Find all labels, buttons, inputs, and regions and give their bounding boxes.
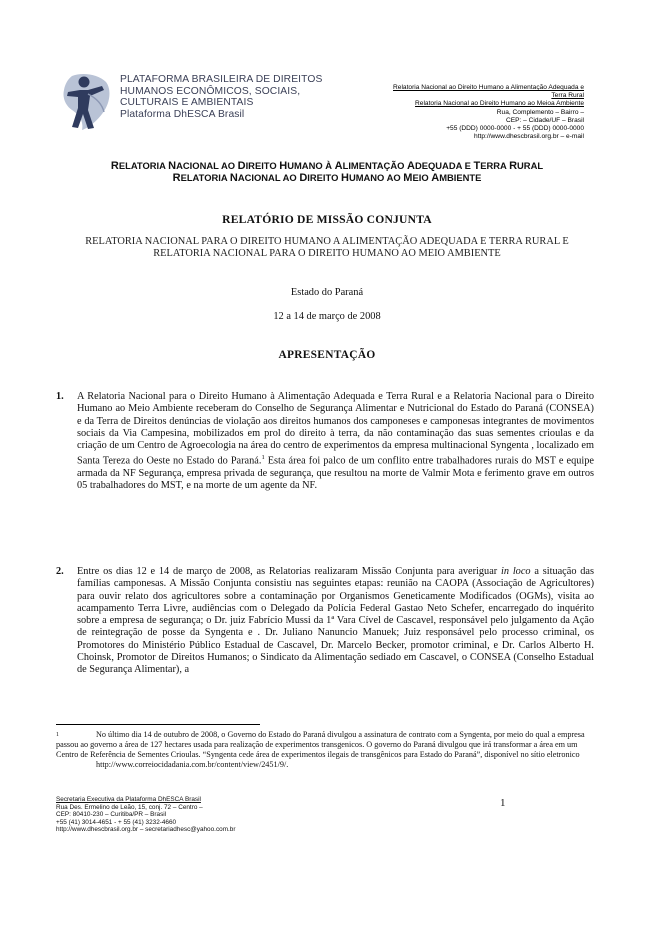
- paragraph-number: 1.: [56, 391, 64, 402]
- page-number: 1: [500, 797, 506, 809]
- human-figure-map-icon: [58, 70, 116, 132]
- footnote-text: [56, 730, 596, 770]
- dhesca-logo: [58, 70, 328, 132]
- header-web-line: http://www.dhescbrasil.org.br – e-mail: [474, 133, 584, 141]
- header-address-line: Rua, Complemento – Bairro –: [496, 108, 584, 116]
- footnote-number: 1: [56, 732, 59, 738]
- logo-line: CULTURAIS E AMBIENTAIS: [120, 97, 254, 109]
- header-relatoria-line: Terra Rural: [551, 92, 584, 100]
- logo-line: HUMANOS ECONÔMICOS, SOCIAIS,: [120, 85, 301, 97]
- paragraph-text: [77, 566, 594, 676]
- paragraph-text-part: Entre os dias 12 e 14 de março de 2008, as Relatorias realizaram Missão Conjunta para averiguar: [77, 566, 502, 577]
- header-phone-line: +55 (DDD) 0000-0000 - + 55 (DDD) 0000-0000: [446, 125, 584, 133]
- mission-dates: 12 a 14 de março de 2008: [273, 311, 381, 322]
- italic-term: in loco: [501, 566, 531, 577]
- paragraph-text-part: Esta área foi palco de um conflito entre trabalhadores rurais do MST e equipe armada da NF Segurança, empresa privada de segurança, que resultou na morte de Valmir Mota e ferimento grave em outros 05 trabalhadores do MST, e na morte de um agente da NF.: [77, 455, 594, 492]
- paragraph-text: [77, 391, 594, 492]
- mission-state: Estado do Paraná: [290, 287, 364, 298]
- mission-title: RELATÓRIO DE MISSÃO CONJUNTA: [222, 213, 432, 226]
- logo-line: PLATAFORMA BRASILEIRA DE DIREITOS: [120, 74, 323, 85]
- paragraph-text-part: A Relatoria Nacional para o Direito Humano à Alimentação Adequada e Terra Rural e a Relatoria Nacional para o Direito Humano ao Meio Ambiente receberam do Conselho de Segurança Alimentar e Nutricional do Estado do Paraná (CONSEA) e da Terra de Direitos denúncias de violação aos direitos humanos dos camponeses e camponesas integrantes de movimentos sociais da Via Campesina, mobilizados em prol do direito à terra, da não contaminação das suas sementes crioulas e da criação de um Centro de Agroecologia na área do centro de experimentos da empresa multinacional Syngenta , localizado em Santa Tereza do Oeste no Estado do Paraná.: [77, 391, 594, 467]
- footer-web-email: http://www.dhescbrasil.org.br – secretariadhesc@yahoo.com.br: [56, 826, 236, 834]
- header-address-line: CEP: – Cidade/UF – Brasil: [505, 116, 584, 124]
- org-title-text: RELATORIA NACIONAL AO DIREITO HUMANO À ALIMENTAÇÃO ADEQUADA E TERRA RURAL: [110, 160, 544, 172]
- paragraph-text-part: a situação das famílias camponesas. A Missão Conjunta consistiu nas seguintes etapas: reunião na CAOPA (Associação de Agricultores) para ouvir relato dos agricultores sobre a contaminação por Organismos Geneticamente Modificados (OGMs), visita ao acampamento Terra Livre, audiências com o Delegado da Polícia Federal Gastao Neto Schefer, encarregado do inquérito sobre a empresa de segurança; o Dr. juiz Fabrício Mussi da 1ª Vara Cível de Cascavel, responsável pelo julgamento da Ação de reintegração de posse da Syngenta e . Dr. Juliano Nanuncio Manuek; Juiz responsável pelo processo criminal, os Promotores do Ministério Público Estadual de Cascavel, Dr. Marcelo Becker, promotor criminal, e Dr. Carlos Alberto H. Choinsk, Promotor de Direitos Humanos; o Sindicato da Alimentação sediado em Cascavel, o CONSEA (Conselho Estadual de Segurança Alimentar), a: [77, 566, 594, 675]
- mission-subtitle: RELATORIA NACIONAL PARA O DIREITO HUMANO A ALIMENTAÇÃO ADEQUADA E TERRA RURAL E RELATORIA NACIONAL PARA O DIREITO HUMANO AO MEIO AMBIENTE: [85, 236, 569, 260]
- footer-phone: +55 (41) 3014-4651 - + 55 (41) 3232-4660: [56, 818, 177, 826]
- org-title-text: RELATORIA NACIONAL AO DIREITO HUMANO AO MEIO AMBIENTE: [172, 172, 482, 184]
- footer-address: Rua Des. Ermelino de Leão, 15, conj. 72 – Centro –: [56, 803, 203, 811]
- footnote-ref[interactable]: 1: [261, 454, 265, 462]
- footnote-separator: [56, 724, 260, 725]
- paragraph-number: 2.: [56, 566, 64, 577]
- footnote-body: No último dia 14 de outubro de 2008, o Governo do Estado do Paraná divulgou a assinatura de contrato com a Syngenta, por meio do qual a empresa passou ao governo a área de 127 hectares usada para realização de experimentos transgenicos. O governo do Paraná divulgou que irá transformar a área em um Centro de Referência de Sementes Crioulas. “Syngenta cede área de experimentos ilegais de transgênicos para Estado do Paraná”, disponível no sítio eletronico: [56, 730, 585, 759]
- header-relatoria-line: Relatoria Nacional ao Direito Humano a Alimentação Adequada e: [393, 84, 584, 91]
- footer-secretaria: Secretaria Executiva da Plataforma DhESCA Brasil: [56, 796, 201, 803]
- logo-text: [120, 74, 322, 120]
- org-title-line: [60, 172, 594, 184]
- header-contact-block: [393, 84, 584, 141]
- page-footer: [56, 796, 235, 834]
- footnote-url-link[interactable]: http://www.correiocidadania.com.br/content/view/2451/9/.: [96, 760, 289, 769]
- org-title: [60, 160, 594, 184]
- org-title-line: [60, 160, 594, 172]
- header-relatoria-line: Relatoria Nacional ao Direito Humano ao Meioa Ambiente: [415, 100, 584, 108]
- footer-cep: CEP: 80410-230 – Curitiba/PR – Brasil: [56, 811, 167, 819]
- logo-line: Plataforma DhESCA Brasil: [120, 108, 245, 120]
- section-title: APRESENTAÇÃO: [278, 349, 376, 361]
